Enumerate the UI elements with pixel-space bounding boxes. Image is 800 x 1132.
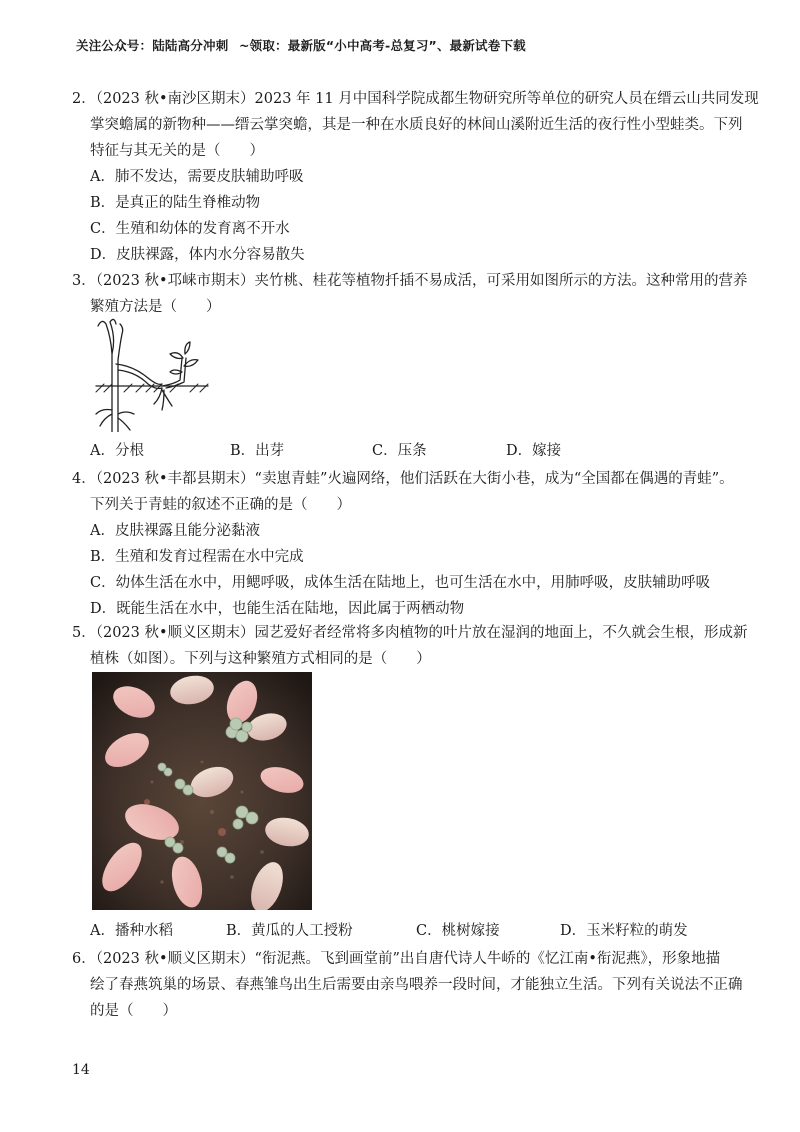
question-2-line-3: 特征与其无关的是（ ） (90, 143, 264, 159)
question-3-line-1: 3．（2023 秋•邛崃市期末）夹竹桃、桂花等植物扦插不易成活，可采用如图所示的方法。这种常用的营养 (72, 273, 748, 289)
question-3-line-2: 繁殖方法是（ ） (90, 299, 221, 315)
question-2-option-b: B．是真正的陆生脊椎动物 (90, 195, 261, 211)
question-3-option-a: A．分根 (90, 443, 144, 459)
header-left-text: 关注公众号：陆陆高分冲刺 (76, 38, 229, 53)
question-4-option-a: A．皮肤裸露且能分泌黏液 (90, 523, 260, 539)
question-6-line-2: 绘了春燕筑巢的场景、春燕雏鸟出生后需要由亲鸟喂养一段时间，才能独立生活。下列有关说法不正确 (90, 977, 743, 993)
question-5-options (72, 918, 740, 944)
question-4-option-d: D．既能生活在水中，也能生活在陆地，因此属于两栖动物 (90, 601, 465, 617)
succulent-leaf-propagation-photo (92, 672, 312, 910)
question-5-option-d: D．玉米籽粒的萌发 (560, 923, 688, 939)
question-2-line-1: 2．（2023 秋•南沙区期末）2023 年 11 月中国科学院成都生物研究所等单位的研究人员在缙云山共同发现 (72, 91, 759, 107)
page-header (76, 36, 532, 54)
question-3-option-b: B．出芽 (230, 443, 285, 459)
question-4-option-b: B．生殖和发育过程需在水中完成 (90, 549, 304, 565)
page-number: 14 (72, 1062, 90, 1078)
question-6 (72, 946, 743, 1024)
question-5-option-a: A．播种水稻 (90, 923, 173, 939)
header-right-text: ~领取：最新版“小中高考-总复习”、最新试卷下载 (238, 38, 526, 53)
question-2-option-d: D．皮肤裸露，体内水分容易散失 (90, 247, 305, 263)
question-5-line-1: 5．（2023 秋•顺义区期末）园艺爱好者经常将多肉植物的叶片放在湿润的地面上，不久就会生根，形成新 (72, 625, 748, 641)
question-2-option-a: A．肺不发达，需要皮肤辅助呼吸 (90, 169, 304, 185)
question-3-option-d: D．嫁接 (506, 443, 562, 459)
question-5-option-c: C．桃树嫁接 (416, 923, 500, 939)
question-3-options (72, 438, 740, 464)
question-6-line-3: 的是（ ） (90, 1003, 177, 1019)
question-2-line-2: 掌突蟾属的新物种——缙云掌突蟾，其是一种在水质良好的林间山溪附近生活的夜行性小型蛙类。下列 (90, 117, 743, 133)
question-5-line-2: 植株（如图）。下列与这种繁殖方式相同的是（ ） (90, 651, 431, 667)
layering-diagram (90, 314, 220, 432)
question-5-option-b: B．黄瓜的人工授粉 (226, 923, 353, 939)
question-4-line-2: 下列关于青蛙的叙述不正确的是（ ） (90, 497, 351, 513)
question-4 (72, 466, 740, 622)
question-3 (72, 268, 748, 320)
question-4-option-c: C．幼体生活在水中，用鳃呼吸，成体生活在陆地上，也可生活在水中，用肺呼吸，皮肤辅助呼吸 (90, 575, 711, 591)
question-5 (72, 620, 748, 672)
question-2-option-c: C．生殖和幼体的发育离不开水 (90, 221, 290, 237)
question-3-option-c: C．压条 (372, 443, 427, 459)
question-4-line-1: 4．（2023 秋•丰都县期末）“卖崽青蛙”火遍网络，他们活跃在大街小巷，成为“全国都在偶遇的青蛙”。 (72, 471, 734, 487)
question-2 (72, 86, 759, 268)
question-6-line-1: 6．（2023 秋•顺义区期末）“衔泥燕。飞到画堂前”出自唐代诗人牛峤的《忆江南•衔泥燕》，形象地描 (72, 951, 721, 967)
